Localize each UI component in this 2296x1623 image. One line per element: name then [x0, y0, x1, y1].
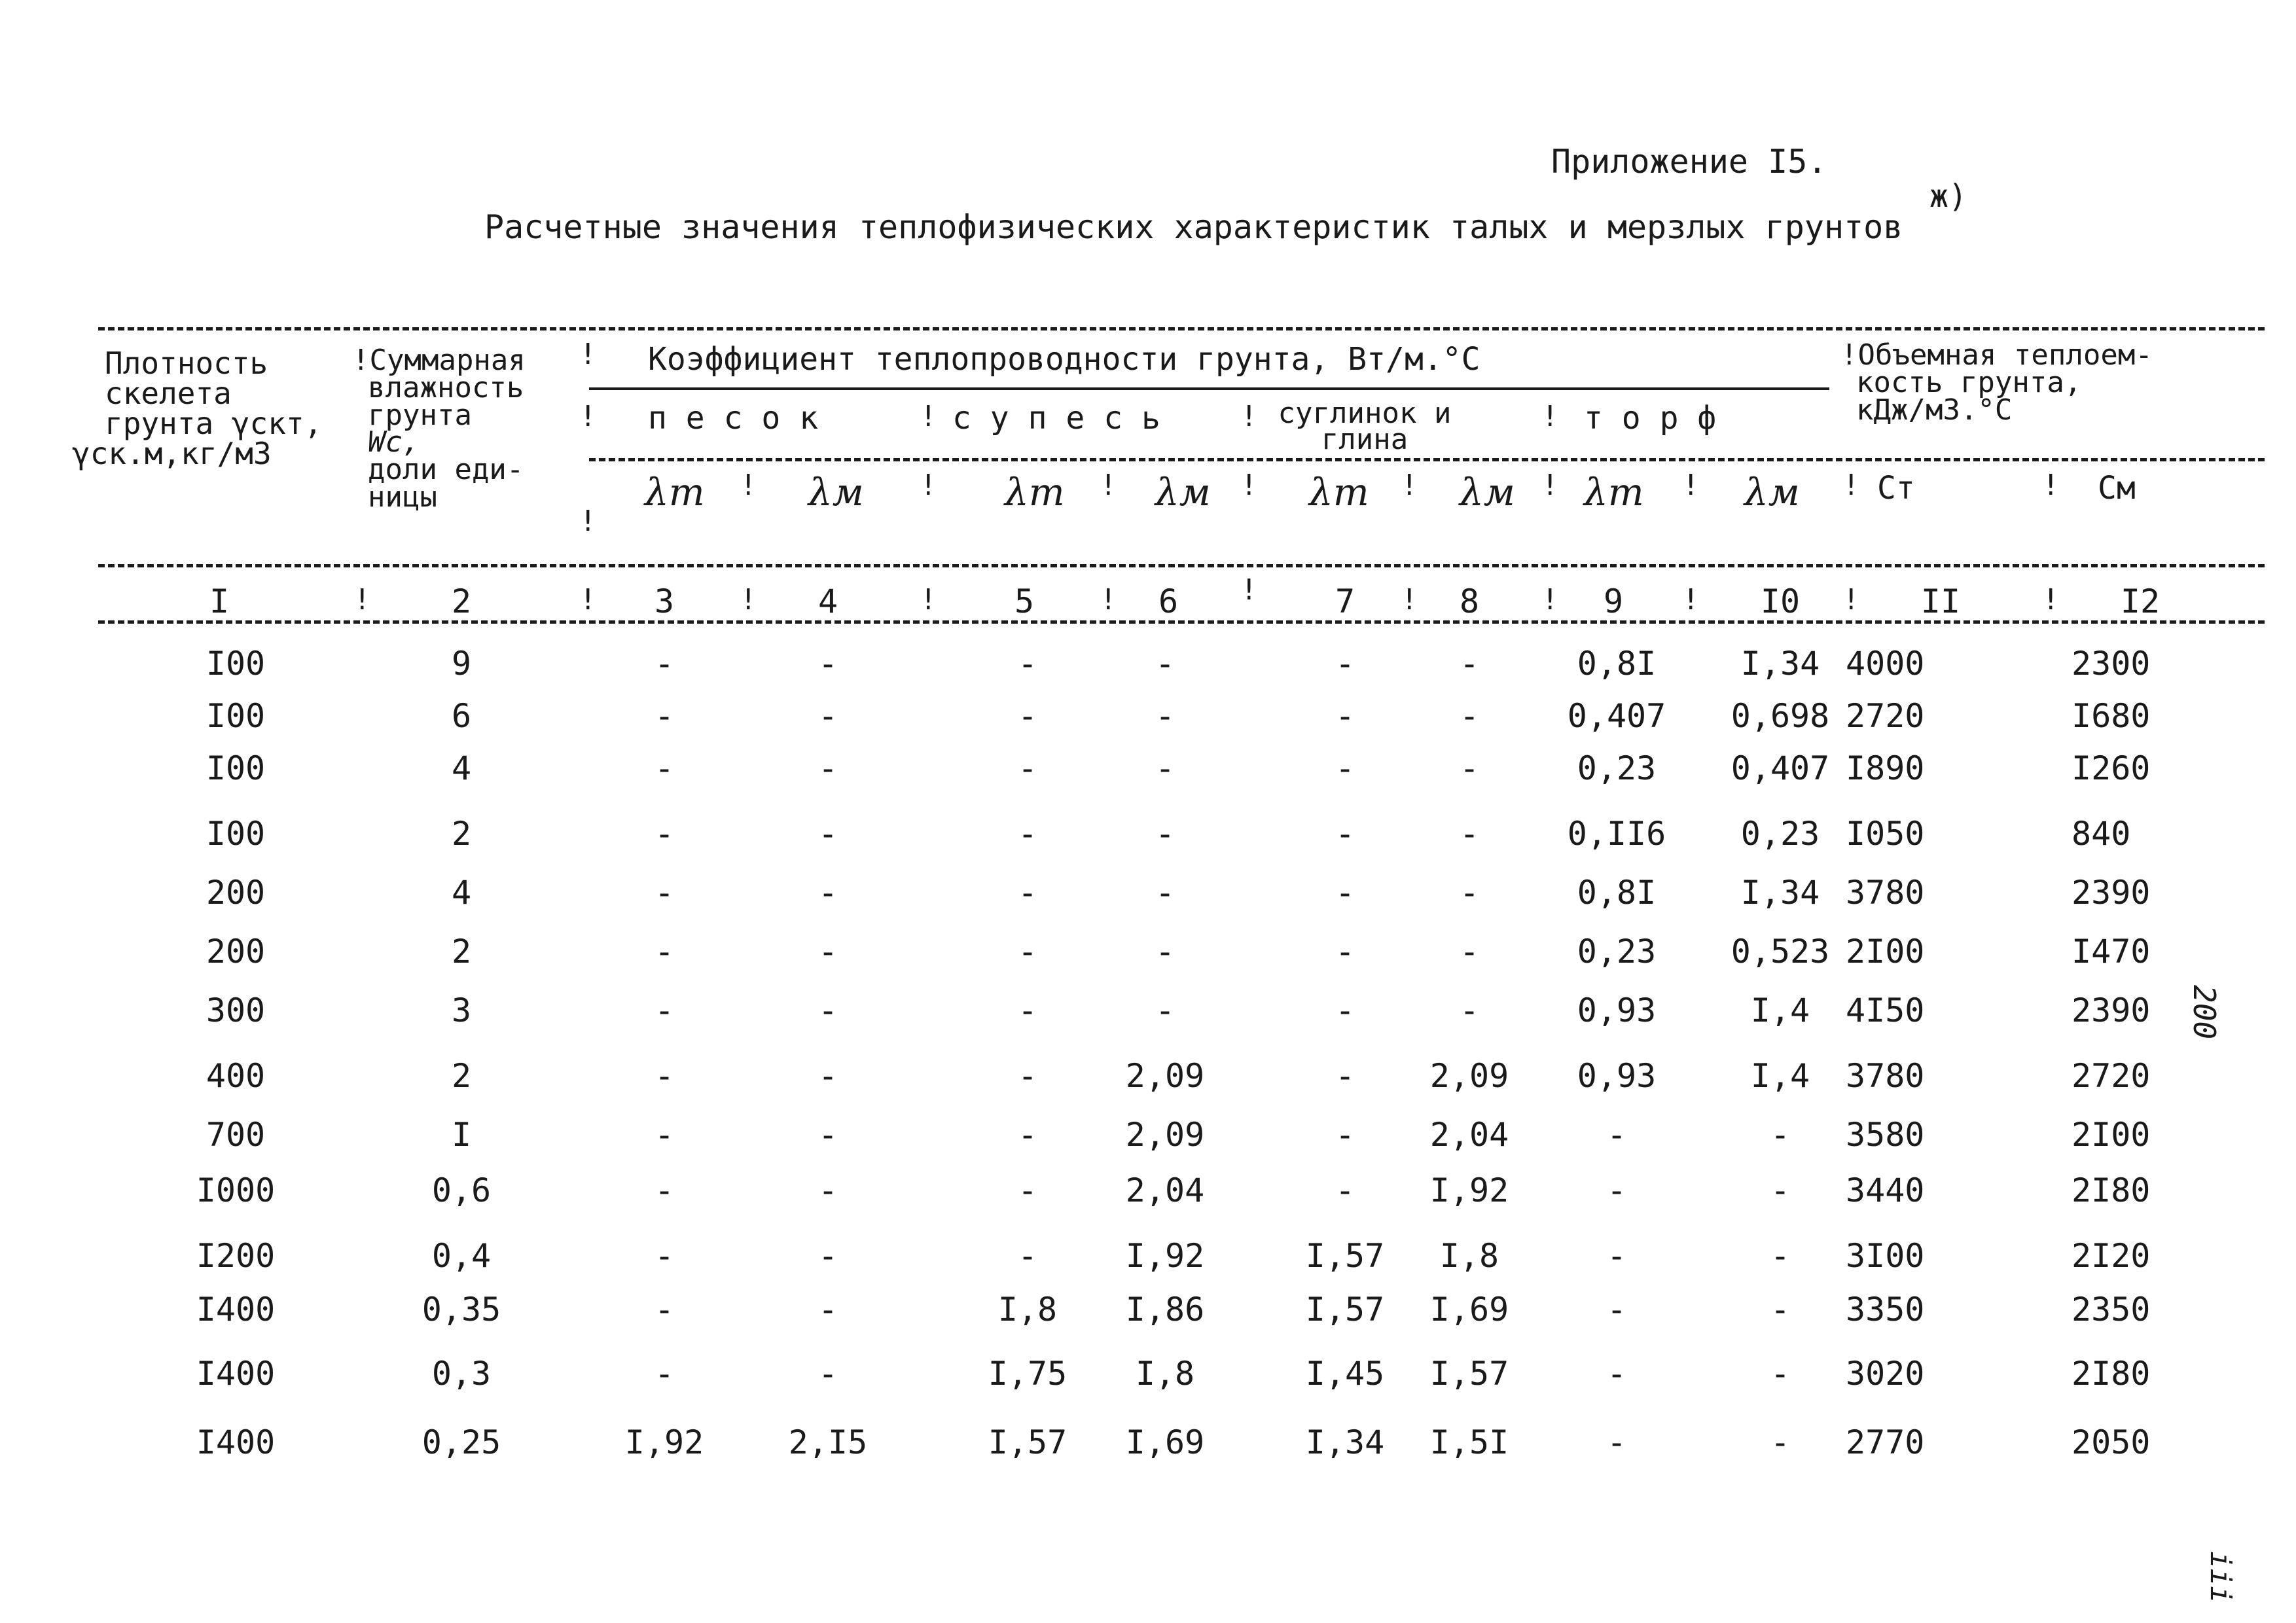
table-cell: I,4 [1750, 1057, 1810, 1095]
table-cell: 4I50 [1846, 991, 1925, 1029]
col2-header-line6: ницы [368, 480, 437, 514]
table-cell: I,86 [1125, 1291, 1205, 1329]
table-cell: - [654, 1116, 675, 1154]
soil-group-sand: п е с о к [648, 400, 819, 437]
col-number: I2 [2120, 582, 2161, 620]
col1-header-line1: Плотность [105, 346, 268, 381]
table-cell: I,92 [624, 1423, 704, 1461]
col1-header [72, 346, 323, 471]
symbol-heat-thawed: Ст [1877, 470, 1915, 507]
symbol-loam-frozen: λм [1460, 470, 1515, 514]
table-cell: - [817, 645, 838, 683]
table-cell: 0,8I [1577, 645, 1657, 683]
table-cell: - [1017, 991, 1038, 1029]
table-cell: - [1335, 1171, 1355, 1209]
table-cell: I,57 [1305, 1237, 1385, 1275]
sep-mark: ! [1842, 469, 1860, 502]
table-cell: 2I20 [2072, 1237, 2151, 1275]
table-cell: I400 [196, 1355, 276, 1393]
table-cell: - [1770, 1355, 1791, 1393]
table-cell: 0,407 [1731, 749, 1830, 787]
table-cell: 2,I5 [788, 1423, 868, 1461]
table-cell: - [1606, 1116, 1627, 1154]
table-cell: - [1459, 815, 1480, 853]
col-number: 2 [451, 582, 472, 620]
col-number: I [209, 582, 230, 620]
col2-header-line3: грунта [368, 398, 472, 432]
table-cell: I,34 [1740, 645, 1820, 683]
table-cell: I,34 [1305, 1423, 1385, 1461]
table-cell: 4000 [1846, 645, 1925, 683]
table-cell: 0,8I [1577, 874, 1657, 912]
table-cell: - [654, 933, 675, 971]
appendix-label: Приложение I5. [1551, 143, 1827, 181]
table-cell: - [817, 749, 838, 787]
table-cell: I470 [2072, 933, 2151, 971]
sep-mark: ! [1842, 583, 1860, 616]
table-cell: 0,407 [1567, 697, 1666, 735]
table-cell: I [451, 1116, 472, 1154]
table-cell: - [1017, 1237, 1038, 1275]
table-cell: 6 [451, 697, 472, 735]
table-cell: I00 [206, 645, 266, 683]
table-cell: 3 [451, 991, 472, 1029]
heat-capacity-line2: кость грунта, [1856, 365, 2082, 399]
table-cell: I200 [196, 1237, 276, 1275]
table-cell: - [1155, 645, 1175, 683]
table-cell: - [1155, 815, 1175, 853]
sep-mark: ! [1682, 469, 1700, 502]
table-cell: - [1017, 749, 1038, 787]
sep-mark: ! [740, 583, 757, 616]
sep-mark: ! [920, 469, 937, 502]
table-cell: I,69 [1429, 1291, 1509, 1329]
table-cell: - [1335, 749, 1355, 787]
table-cell: 2300 [2072, 645, 2151, 683]
table-cell: - [1459, 874, 1480, 912]
symbol-sand-frozen: λм [808, 470, 864, 514]
col-number: 5 [1014, 582, 1035, 620]
table-cell: - [1770, 1116, 1791, 1154]
symbol-peat-thawed: λт [1584, 470, 1644, 514]
table-cell: 0,6 [431, 1171, 492, 1209]
col1-header-line3: грунта γскт, [105, 406, 323, 441]
table-cell: - [1606, 1291, 1627, 1329]
table-cell: - [1335, 645, 1355, 683]
symbol-loam-thawed: λт [1309, 470, 1369, 514]
table-cell: - [817, 815, 838, 853]
table-cell: - [1335, 815, 1355, 853]
sep-mark: ! [920, 400, 937, 433]
table-cell: I,4 [1750, 991, 1810, 1029]
table-cell: 2,09 [1125, 1057, 1205, 1095]
table-cell: 2 [451, 815, 472, 853]
sep-mark: ! [353, 583, 371, 616]
table-cell: 3780 [1846, 1057, 1925, 1095]
table-cell: - [654, 1057, 675, 1095]
table-cell: 0,25 [422, 1423, 501, 1461]
table-cell: 2 [451, 1057, 472, 1095]
sep-mark: ! [1240, 469, 1258, 502]
table-cell: - [1770, 1291, 1791, 1329]
table-top-rule [98, 327, 2265, 330]
table-cell: - [1459, 749, 1480, 787]
table-cell: - [1770, 1237, 1791, 1275]
col2-header-line1: !Суммарная [352, 344, 526, 377]
heat-capacity-line3: кДж/м3.°С [1856, 393, 2013, 427]
table-cell: 3580 [1846, 1116, 1925, 1154]
table-cell: I000 [196, 1171, 276, 1209]
table-cell: - [654, 697, 675, 735]
table-cell: - [817, 697, 838, 735]
col-number: 7 [1335, 582, 1355, 620]
table-cell: - [817, 1057, 838, 1095]
table-cell: 0,698 [1731, 697, 1830, 735]
symbol-sand-thawed: λт [645, 470, 705, 514]
table-cell: - [1606, 1237, 1627, 1275]
symbol-sandyloam-frozen: λм [1155, 470, 1211, 514]
table-cell: 2350 [2072, 1291, 2151, 1329]
table-cell: - [654, 815, 675, 853]
sep-mark: ! [579, 400, 597, 433]
col-number: 8 [1459, 582, 1480, 620]
footnote-mark: ж) [1929, 178, 1967, 215]
table-cell: 2720 [1846, 697, 1925, 735]
table-cell: I,8 [1135, 1355, 1195, 1393]
table-cell: - [817, 1291, 838, 1329]
table-cell: - [654, 1171, 675, 1209]
table-cell: 2390 [2072, 874, 2151, 912]
col-number: I0 [1760, 582, 1801, 620]
table-cell: - [1155, 697, 1175, 735]
table-cell: 9 [451, 645, 472, 683]
col2-header [352, 344, 526, 514]
table-cell: - [1770, 1171, 1791, 1209]
table-cell: - [1155, 749, 1175, 787]
table-cell: - [1335, 697, 1355, 735]
table-cell: I400 [196, 1423, 276, 1461]
table-cell: - [1155, 874, 1175, 912]
table-cell: 0,23 [1577, 933, 1657, 971]
symbol-sandyloam-thawed: λт [1005, 470, 1065, 514]
table-cell: 200 [206, 874, 266, 912]
table-cell: - [1017, 1057, 1038, 1095]
table-cell: 2I00 [2072, 1116, 2151, 1154]
table-cell: 2770 [1846, 1423, 1925, 1461]
symbol-peat-frozen: λм [1744, 470, 1800, 514]
table-cell: 0,23 [1740, 815, 1820, 853]
table-cell: 4 [451, 874, 472, 912]
table-cell: 2050 [2072, 1423, 2151, 1461]
soil-group-loam-clay: суглинок и глина [1278, 397, 1452, 456]
table-cell: I00 [206, 749, 266, 787]
col-number: 4 [817, 582, 838, 620]
heat-capacity-line1: !Объемная теплоем- [1840, 338, 2153, 372]
table-cell: 400 [206, 1057, 266, 1095]
table-cell: - [1606, 1171, 1627, 1209]
table-cell: - [1459, 991, 1480, 1029]
table-cell: - [817, 1171, 838, 1209]
sep-mark: ! [1541, 583, 1559, 616]
col-number: II [1920, 582, 1961, 620]
table-cell: 2,04 [1429, 1116, 1509, 1154]
table-cell: - [1017, 645, 1038, 683]
sep-mark: ! [1401, 469, 1418, 502]
table-cell: I890 [1846, 749, 1925, 787]
table-cell: - [817, 1355, 838, 1393]
table-cell: I,75 [988, 1355, 1067, 1393]
table-cell: I260 [2072, 749, 2151, 787]
col-number: 9 [1603, 582, 1624, 620]
symbol-row-rule [589, 458, 2265, 461]
table-cell: I,45 [1305, 1355, 1385, 1393]
table-cell: 840 [2072, 815, 2131, 853]
table-cell: - [1155, 991, 1175, 1029]
table-cell: - [1335, 1057, 1355, 1095]
sep-mark: ! [579, 583, 597, 616]
table-cell: - [1017, 697, 1038, 735]
column-numbers-rule [98, 620, 2265, 624]
table-cell: I,8 [997, 1291, 1058, 1329]
sep-mark: ! [1682, 583, 1700, 616]
table-cell: - [1459, 933, 1480, 971]
table-cell: - [1017, 874, 1038, 912]
table-cell: 0,523 [1731, 933, 1830, 971]
table-cell: 3780 [1846, 874, 1925, 912]
table-cell: - [654, 645, 675, 683]
table-cell: - [654, 874, 675, 912]
col2-header-line5: доли еди- [368, 453, 524, 487]
table-cell: 0,35 [422, 1291, 501, 1329]
sep-mark: ! [579, 505, 597, 538]
table-cell: - [654, 1291, 675, 1329]
table-cell: - [1459, 697, 1480, 735]
table-cell: 3350 [1846, 1291, 1925, 1329]
table-cell: 3I00 [1846, 1237, 1925, 1275]
table-title: Расчетные значения теплофизических характеристик талых и мерзлых грунтов [484, 208, 1903, 246]
sep-mark: ! [1240, 573, 1258, 607]
table-cell: 300 [206, 991, 266, 1029]
table-cell: I,92 [1125, 1237, 1205, 1275]
table-cell: I,57 [1429, 1355, 1509, 1393]
sep-mark: ! [2042, 583, 2060, 616]
conductivity-header: Коэффициент теплопроводности грунта, Вт/м.°С [648, 341, 1480, 378]
table-cell: I,69 [1125, 1423, 1205, 1461]
table-cell: I050 [1846, 815, 1925, 853]
col1-header-line2: скелета [105, 376, 232, 411]
table-cell: - [817, 874, 838, 912]
table-cell: - [817, 1237, 838, 1275]
soil-group-peat: т о р ф [1584, 400, 1717, 437]
side-page-number: 200 [2187, 985, 2222, 1040]
table-cell: I,34 [1740, 874, 1820, 912]
table-cell: 0,3 [431, 1355, 492, 1393]
table-cell: 0,II6 [1567, 815, 1666, 853]
sep-mark: ! [579, 338, 597, 371]
table-cell: I,57 [1305, 1291, 1385, 1329]
table-cell: 0,93 [1577, 991, 1657, 1029]
table-cell: 3440 [1846, 1171, 1925, 1209]
col2-header-line4: Wс, [368, 425, 420, 459]
conductivity-underline [589, 387, 1829, 390]
table-cell: 2I80 [2072, 1171, 2151, 1209]
table-cell: I,5I [1429, 1423, 1509, 1461]
sep-mark: ! [1100, 583, 1117, 616]
table-cell: 2,04 [1125, 1171, 1205, 1209]
table-cell: - [1017, 815, 1038, 853]
table-cell: - [654, 1355, 675, 1393]
table-cell: - [1770, 1423, 1791, 1461]
table-cell: 0,4 [431, 1237, 492, 1275]
table-cell: I,8 [1439, 1237, 1499, 1275]
table-cell: 2I00 [1846, 933, 1925, 971]
sep-mark: ! [1240, 400, 1258, 433]
table-cell: - [654, 749, 675, 787]
heat-capacity-header [1840, 338, 2153, 427]
table-cell: - [817, 933, 838, 971]
table-cell: I00 [206, 815, 266, 853]
table-cell: - [1606, 1355, 1627, 1393]
table-cell: 700 [206, 1116, 266, 1154]
col-number: 3 [654, 582, 675, 620]
table-cell: - [654, 991, 675, 1029]
table-cell: - [1155, 933, 1175, 971]
table-cell: - [1606, 1423, 1627, 1461]
table-cell: - [1335, 874, 1355, 912]
table-cell: 200 [206, 933, 266, 971]
symbol-heat-frozen: См [2098, 470, 2136, 507]
header-bottom-rule [98, 564, 2265, 567]
table-cell: - [1459, 645, 1480, 683]
table-cell: - [1017, 933, 1038, 971]
col-number: 6 [1158, 582, 1179, 620]
table-cell: 2720 [2072, 1057, 2151, 1095]
table-cell: I,92 [1429, 1171, 1509, 1209]
sep-mark: ! [2042, 469, 2060, 502]
soil-group-sandy-loam: с у п е с ь [952, 400, 1160, 437]
table-cell: 2I80 [2072, 1355, 2151, 1393]
sep-mark: ! [740, 469, 757, 502]
table-cell: 2 [451, 933, 472, 971]
table-cell: I,57 [988, 1423, 1067, 1461]
col2-header-line2: влажность [368, 370, 524, 404]
table-cell: 3020 [1846, 1355, 1925, 1393]
table-cell: - [817, 991, 838, 1029]
sep-mark: ! [1100, 469, 1117, 502]
table-cell: - [1335, 1116, 1355, 1154]
table-cell: - [1017, 1116, 1038, 1154]
col1-header-line4: γск.м,кг/м3 [72, 436, 272, 471]
table-cell: - [1335, 991, 1355, 1029]
table-cell: 2,09 [1125, 1116, 1205, 1154]
sep-mark: ! [1401, 583, 1418, 616]
table-cell: - [654, 1237, 675, 1275]
table-cell: 0,23 [1577, 749, 1657, 787]
sep-mark: ! [920, 583, 937, 616]
table-cell: I680 [2072, 697, 2151, 735]
table-cell: I400 [196, 1291, 276, 1329]
table-cell: 2390 [2072, 991, 2151, 1029]
table-cell: I00 [206, 697, 266, 735]
table-cell: 2,09 [1429, 1057, 1509, 1095]
table-cell: 0,93 [1577, 1057, 1657, 1095]
table-cell: - [1017, 1171, 1038, 1209]
table-cell: - [817, 1116, 838, 1154]
sep-mark: ! [1541, 469, 1559, 502]
side-mark: iii [2204, 1551, 2237, 1603]
table-cell: - [1335, 933, 1355, 971]
table-cell: 4 [451, 749, 472, 787]
sep-mark: ! [1541, 400, 1559, 433]
